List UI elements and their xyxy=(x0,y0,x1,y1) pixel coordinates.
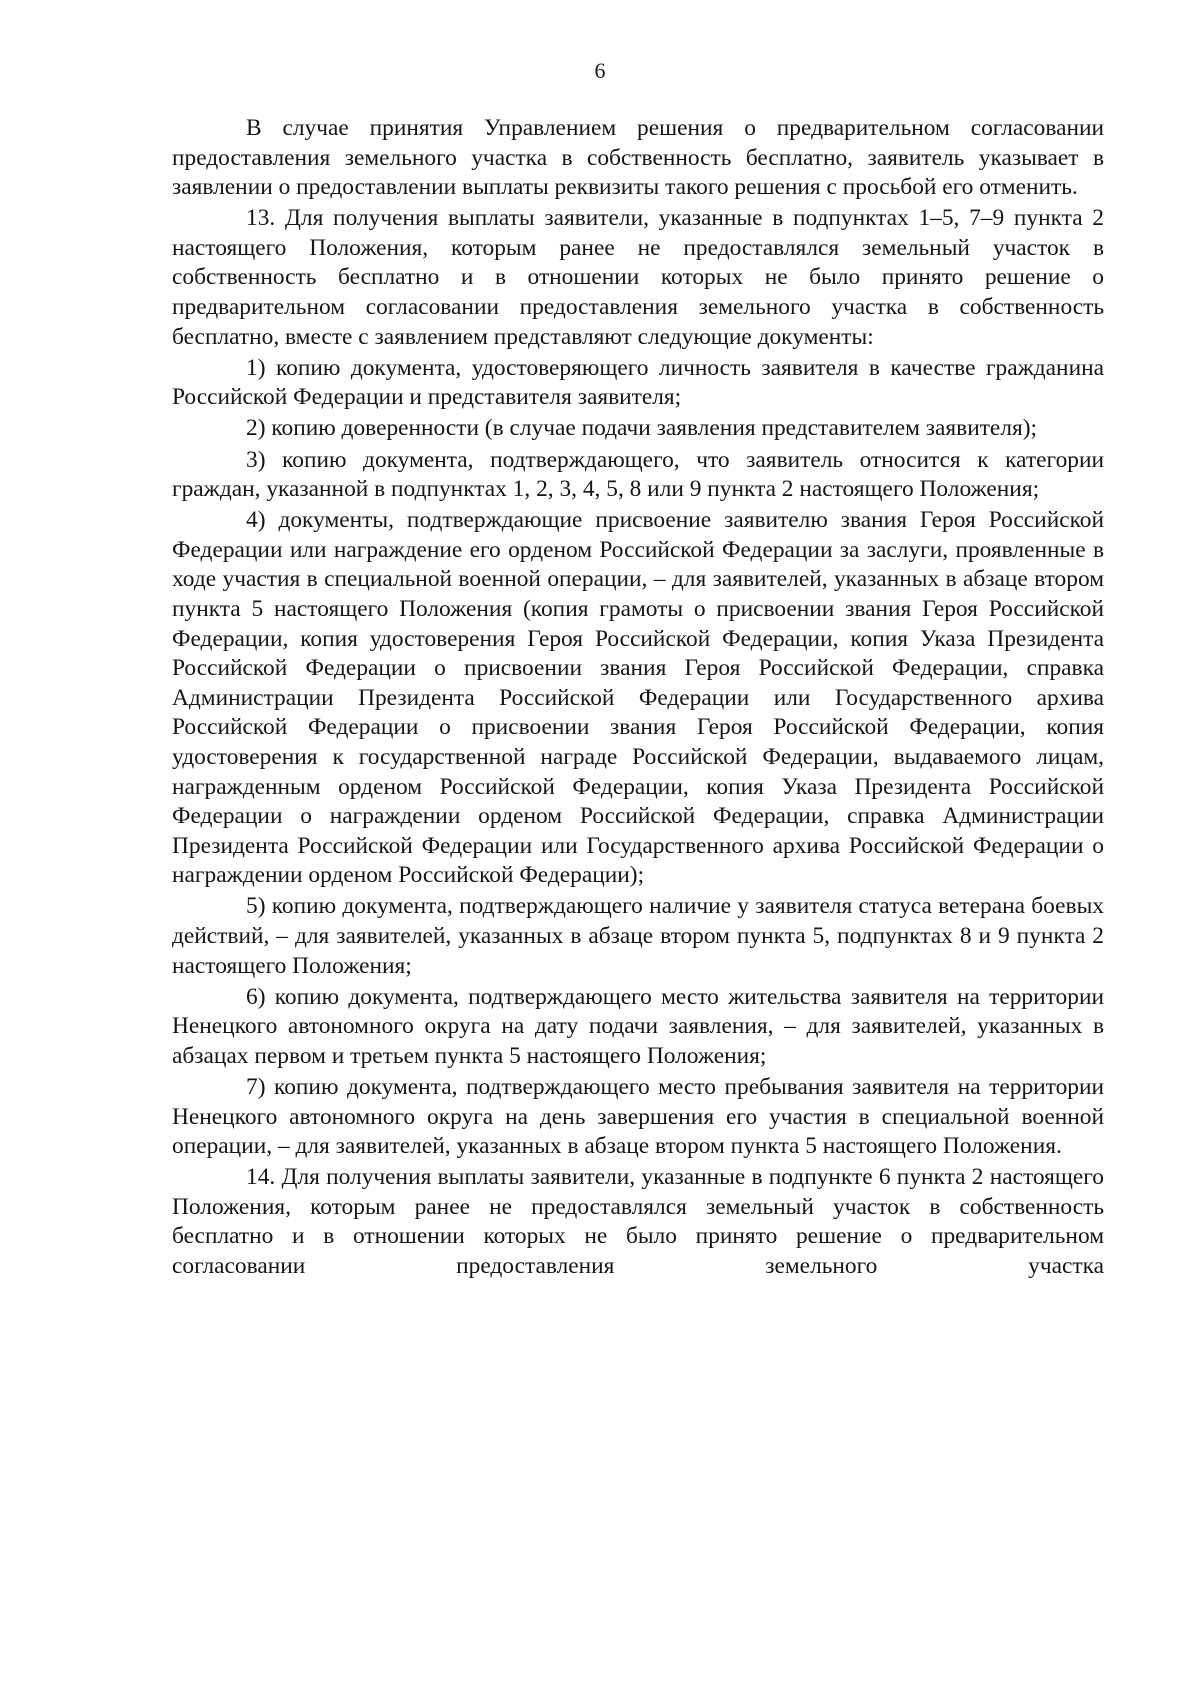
paragraph-decision-cancel: В случае принятия Управлением решения о предварительном согласовании предоставления земельного участка в собственность бесплатно, заявитель указывает в заявлении о предоставлении выплаты реквизиты такого решения с просьбой его отменить. xyxy=(172,115,1104,201)
list-item-6-residence: 6) копию документа, подтверждающего место жительства заявителя на территории Ненецкого автономного округа на дату подачи заявления, – для заявителей, указанных в абзацах первом и третьем пункта 5 настоящего Положения; xyxy=(172,983,1104,1069)
list-item-1-identity: 1) копию документа, удостоверяющего личность заявителя в качестве гражданина Российской Федерации и представителя заявителя; xyxy=(172,354,1104,411)
list-item-5-veteran-status: 5) копию документа, подтверждающего наличие у заявителя статуса ветерана боевых действий, – для заявителей, указанных в абзаце втором пункта 5, подпунктах 8 и 9 пункта 2 настоящего Положения; xyxy=(172,893,1104,979)
paragraph-14-intro: 14. Для получения выплаты заявители, указанные в подпункте 6 пункта 2 настоящего Положения, которым ранее не предоставлялся земельный участок в собственность бесплатно и в отношении которых не было принято решение о предварительном согласовании предоставления земельного участка xyxy=(172,1164,1104,1280)
page-number: 6 xyxy=(594,58,606,83)
list-item-7-stay: 7) копию документа, подтверждающего место пребывания заявителя на территории Ненецкого автономного округа на день завершения его участия в специальной военной операции, – для заявителей, указанных в абзаце втором пункта 5 настоящего Положения. xyxy=(172,1074,1104,1160)
list-item-3-category: 3) копию документа, подтверждающего, что заявитель относится к категории граждан, указанной в подпунктах 1, 2, 3, 4, 5, 8 или 9 пункта 2 настоящего Положения; xyxy=(172,446,1104,503)
list-item-4-hero-title: 4) документы, подтверждающие присвоение заявителю звания Героя Российской Федерации или награждение его орденом Российской Федерации за заслуги, проявленные в ходе участия в специальной военной операции, – для заявителей, указанных в абзаце втором пункта 5 настоящего Положения (копия грамоты о присвоении звания Героя Российской Федерации, копия удостоверения Героя Российской Федерации, копия Указа Президента Российской Федерации о присвоении звания Героя Российской Федерации, справка Администрации Президента Российской Федерации или Государственного архива Российской Федерации о присвоении звания Героя Российской Федерации, копия удостоверения к государственной награде Российской Федерации, выдаваемого лицам, награжденным орденом Российской Федерации, копия Указа Президента Российской Федерации о награждении орденом Российской Федерации, справка Администрации Президента Российской Федерации или Государственного архива Российской Федерации о награждении орденом Российской Федерации); xyxy=(172,507,1104,889)
document-body xyxy=(172,114,1104,1283)
paragraph-13-intro: 13. Для получения выплаты заявители, указанные в подпунктах 1–5, 7–9 пункта 2 настоящего Положения, которым ранее не предоставлялся земельный участок в собственность бесплатно и в отношении которых не было принято решение о предварительном согласовании предоставления земельного участка в собственность бесплатно, вместе с заявлением представляют следующие документы: xyxy=(172,205,1104,350)
list-item-2-power-of-attorney: 2) копию доверенности (в случае подачи заявления представителем заявителя); xyxy=(246,415,1038,442)
